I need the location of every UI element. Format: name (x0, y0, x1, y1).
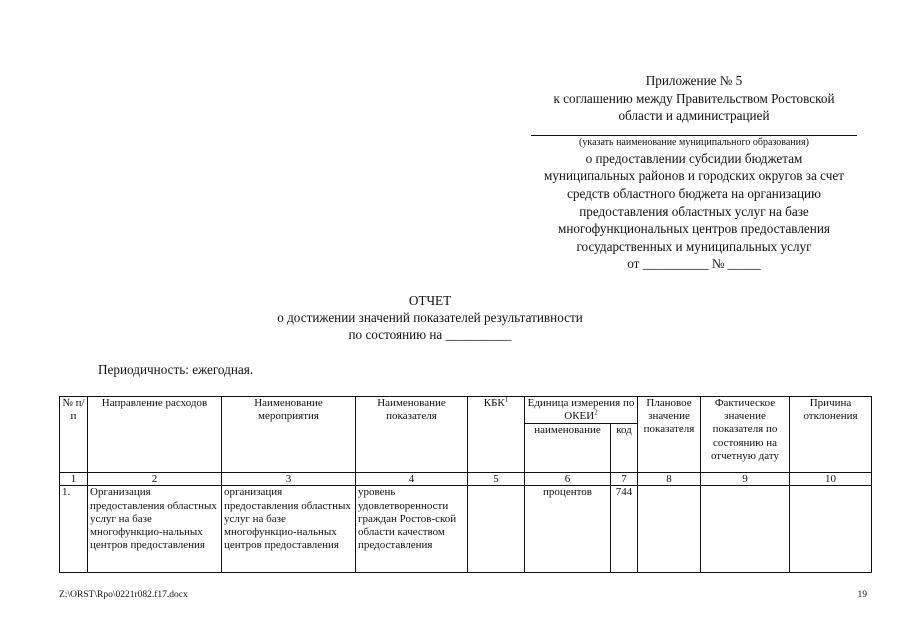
row-direction (88, 486, 222, 573)
footer-page-number: 19 (857, 590, 867, 600)
column-number: 6 (525, 473, 611, 486)
row-event-text: организация предоставления областных услуг на базе многофункцио-нальных центров предоставления (224, 486, 351, 552)
row-no (60, 486, 88, 573)
municipality-hint: (указать наименование муниципального образования) (579, 136, 809, 148)
row-actual (701, 486, 790, 573)
appendix-line-7: предоставления областных услуг на базе (579, 203, 809, 219)
header-unit-label: Единица измерения по ОКЕИ (527, 397, 635, 423)
report-as-of: по состоянию на __________ (348, 327, 512, 342)
row-reason (790, 486, 872, 573)
report-title: ОТЧЕТ (408, 293, 452, 308)
header-unit-code: код (611, 424, 638, 473)
report-subtitle: о достижении значений показателей результативности (277, 310, 583, 325)
appendix-line-4: о предоставлении субсидии бюджетам (585, 150, 803, 166)
header-actual: Фактическое значение показателя по состоянию на отчетную дату (701, 397, 790, 473)
column-number-row (60, 473, 872, 486)
appendix-line-5: муниципальных районов и городских округов за счет (543, 168, 845, 184)
header-event: Наименование мероприятия (222, 397, 356, 473)
header-no: № п/п (60, 397, 88, 473)
header-kbk-footnote: 1 (504, 396, 509, 404)
header-direction: Направление расходов (88, 397, 222, 473)
column-number: 7 (611, 473, 638, 486)
periodicity-text: Периодичность: ежегодная. (98, 362, 254, 377)
header-reason: Причина отклонения (790, 397, 872, 473)
row-indicator (356, 486, 468, 573)
municipality-blank-line (531, 129, 857, 136)
header-unit-name: наименование (525, 424, 611, 473)
table-row (60, 486, 872, 573)
row-direction-text: Организация предоставления областных услуг на базе многофункцио-нальных центров предоставления (90, 486, 217, 552)
column-number: 9 (701, 473, 790, 486)
column-number: 4 (356, 473, 468, 486)
appendix-title: Приложение № 5 (645, 73, 743, 88)
header-indicator: Наименование показателя (356, 397, 468, 473)
column-number: 1 (60, 473, 88, 486)
header-planned: Плановое значение показателя (638, 397, 701, 473)
column-number: 10 (790, 473, 872, 486)
header-unit-footnote: 2 (594, 408, 598, 417)
table-header-row (60, 397, 872, 424)
header-unit (525, 397, 638, 424)
column-number: 2 (88, 473, 222, 486)
header-kbk (468, 397, 525, 473)
appendix-line-8: многофункциональных центров предоставления (558, 221, 830, 237)
row-no-text: 1. (62, 486, 71, 499)
appendix-line-3: области и администрацией (618, 108, 770, 124)
row-kbk (468, 486, 525, 573)
appendix-line-9: государственных и муниципальных услуг (576, 238, 812, 254)
row-planned (638, 486, 701, 573)
row-unit-code: 744 (611, 486, 638, 573)
appendix-line-2: к соглашению между Правительством Ростовской (553, 90, 835, 106)
row-unit-name: процентов (525, 486, 611, 573)
results-table (59, 396, 872, 573)
appendix-line-6: средств областного бюджета на организацию (567, 185, 821, 201)
column-number: 3 (222, 473, 356, 486)
appendix-date-number: от __________ № _____ (627, 256, 761, 272)
row-indicator-text: уровень удовлетворенности граждан Ростов-ской области качеством предоставления (358, 486, 457, 552)
column-number: 8 (638, 473, 701, 486)
column-number: 5 (468, 473, 525, 486)
row-event (222, 486, 356, 573)
appendix-header (508, 72, 880, 273)
header-kbk-label: КБК (483, 397, 505, 409)
report-heading (230, 292, 630, 343)
footer-file-path: Z:\ORST\Rpo\0221r082.f17.docx (59, 590, 188, 600)
